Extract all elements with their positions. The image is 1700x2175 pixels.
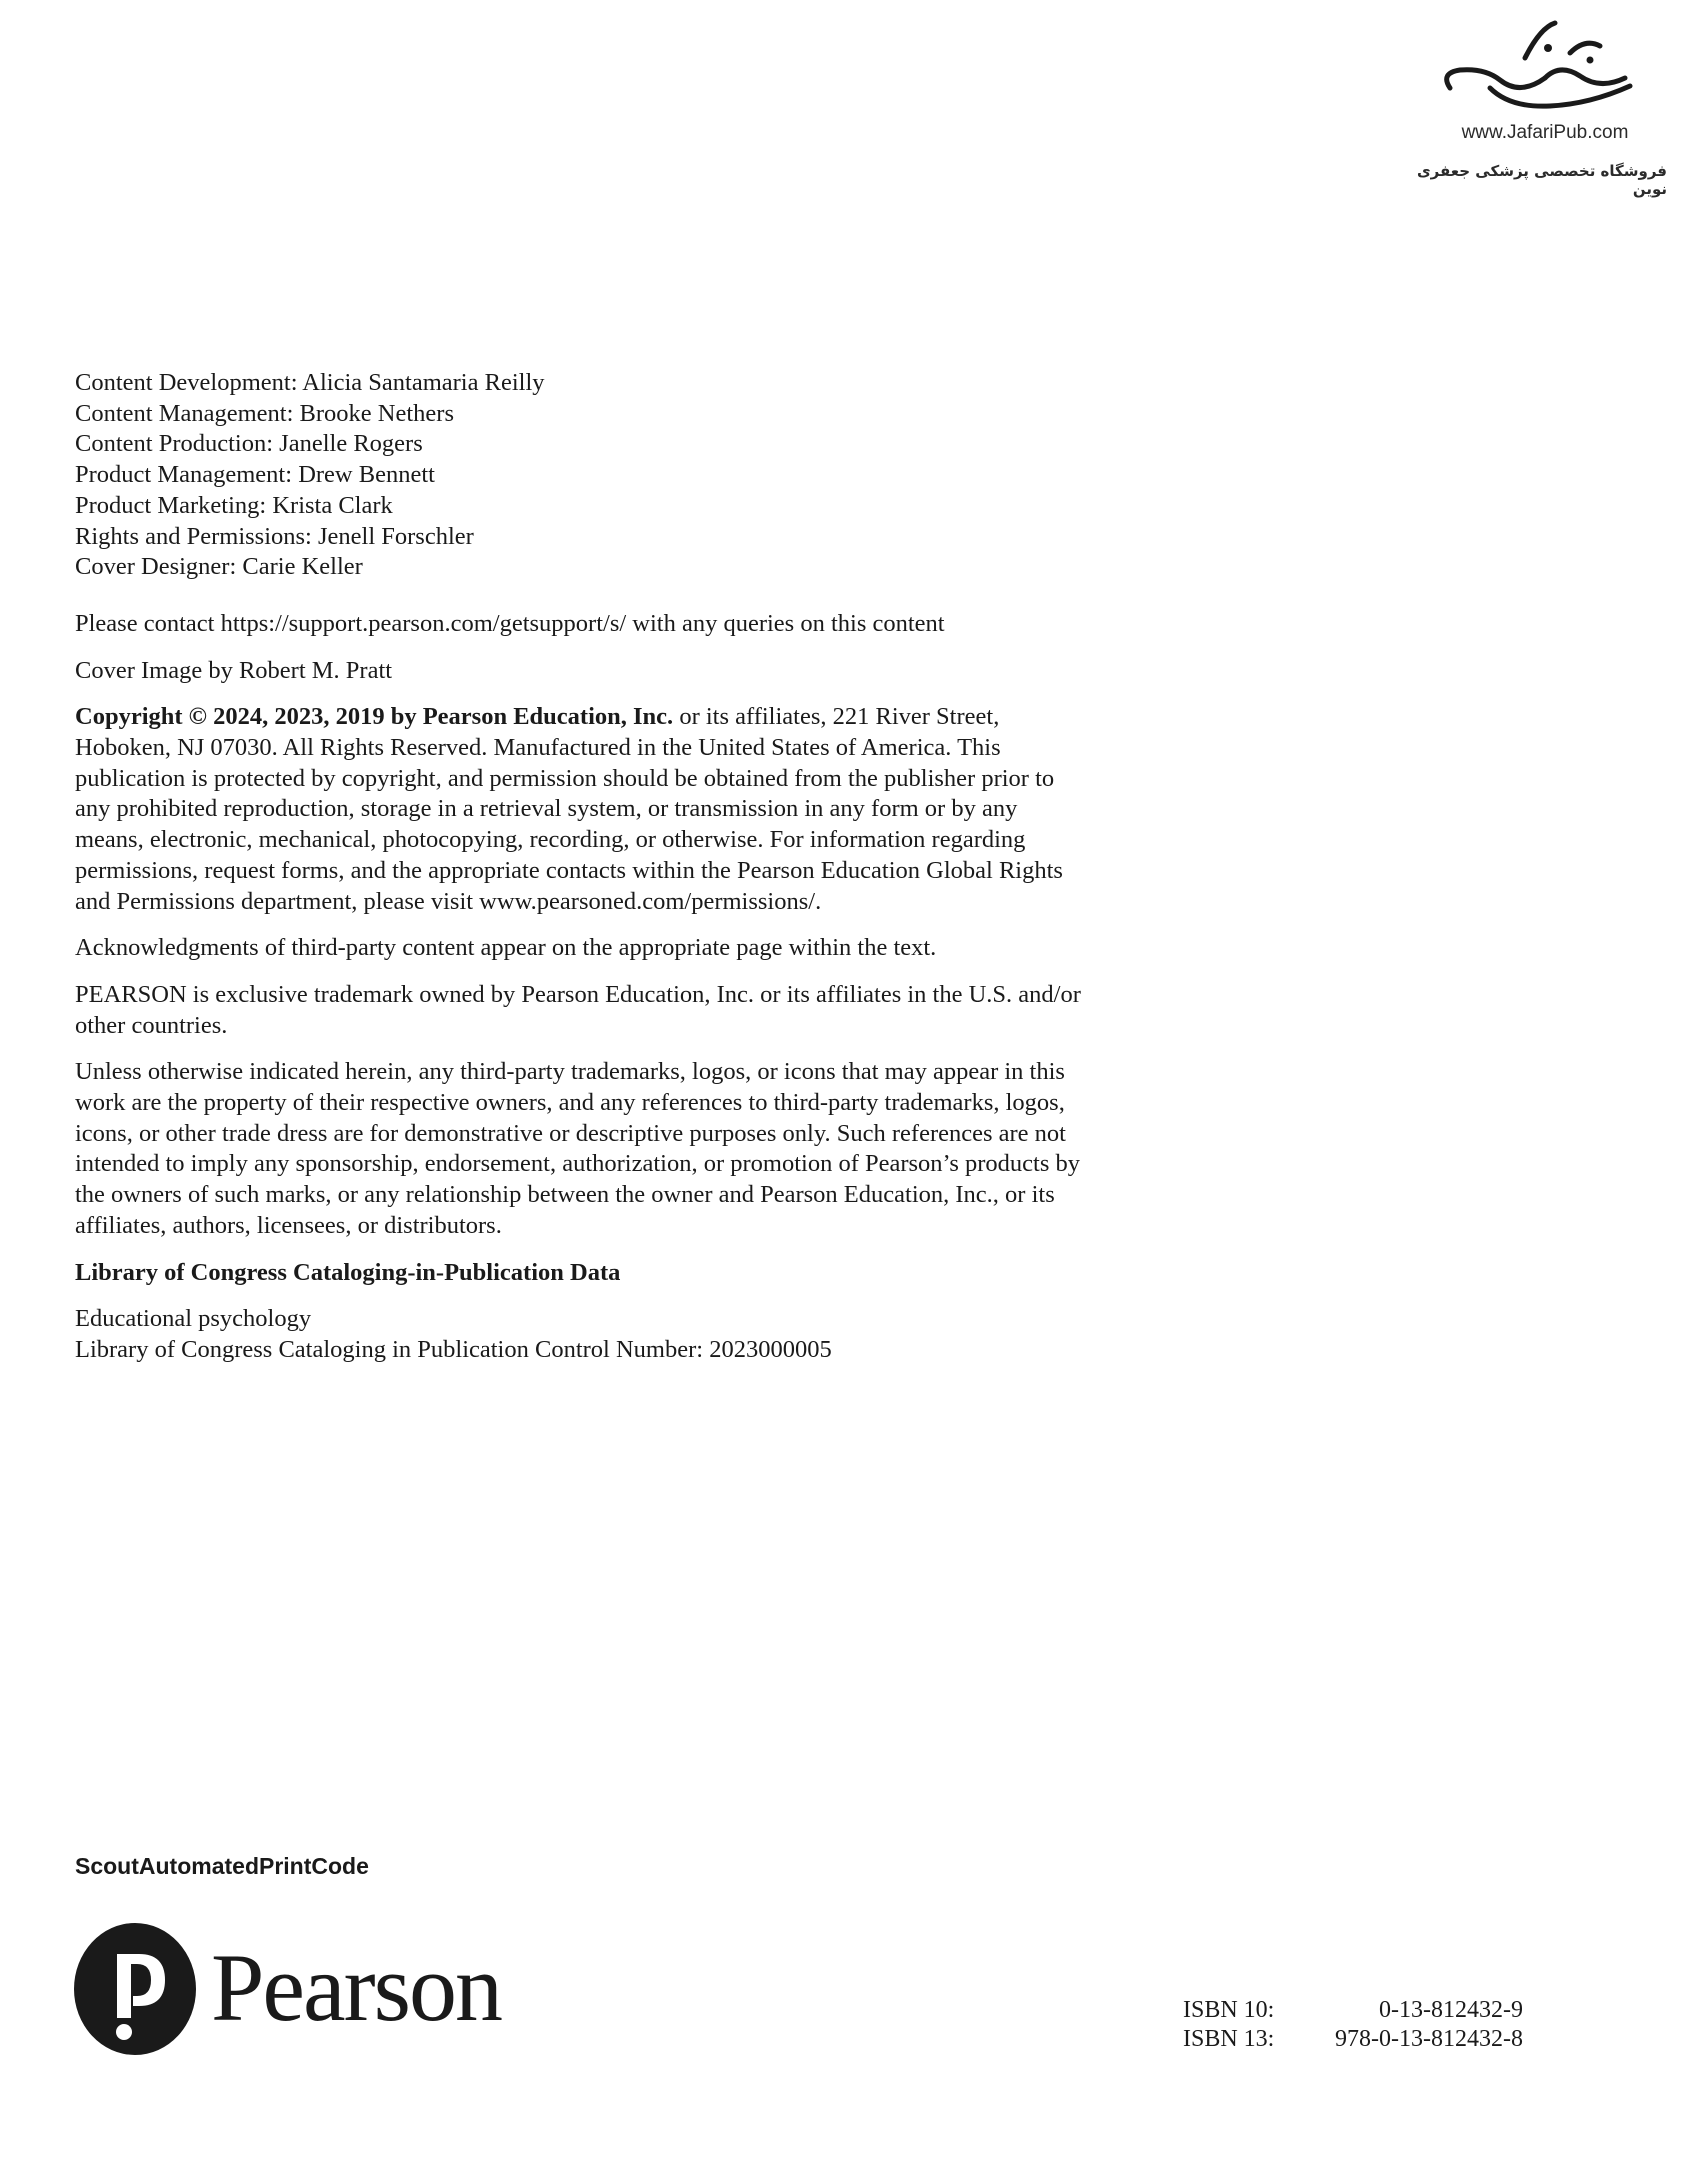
publisher-calligraphy-icon bbox=[1430, 18, 1650, 118]
credit-line: Content Development: Alicia Santamaria Reilly bbox=[75, 369, 545, 396]
credit-line: Content Production: Janelle Rogers bbox=[75, 430, 423, 458]
credit-role: Rights and Permissions bbox=[75, 522, 306, 550]
publisher-url: www.JafariPub.com bbox=[1461, 122, 1629, 143]
credit-line: Product Marketing: Krista Clark bbox=[75, 491, 393, 519]
copyright-paragraph bbox=[75, 702, 1085, 917]
credit-name: Janelle Rogers bbox=[279, 430, 423, 458]
credits-list bbox=[75, 368, 1085, 583]
isbn-row bbox=[1183, 1996, 1523, 2025]
isbn-block bbox=[1183, 1996, 1523, 2054]
credit-line: Product Management: Drew Bennett bbox=[75, 461, 435, 489]
isbn-label: ISBN 10: bbox=[1183, 1997, 1275, 2023]
copyright-details: or its affiliates, 221 River Street, Hoboken, NJ 07030. All Rights Reserved. Manufactured in the United States of America. This publication is protected by copyright, and permission should be obtained from the publisher prior to any prohibited reproduction, storage in a retrieval system, or transmission in any form or by any means, electronic, mechanical, photocopying, recording, or otherwise. For information regarding permissions, request forms, and the appropriate contacts within the Pearson Education Global Rights and Permissions department, please visit www.pearsoned.com/permissions/. bbox=[75, 703, 1063, 915]
print-code: ScoutAutomatedPrintCode bbox=[75, 1853, 369, 1879]
contact-paragraph: Please contact https://support.pearson.com/getsupport/s/ with any queries on this content bbox=[75, 609, 945, 637]
credit-line: Cover Designer: Carie Keller bbox=[75, 553, 363, 581]
isbn-value: 0-13-812432-9 bbox=[1379, 1997, 1523, 2023]
credit-line: Rights and Permissions: Jenell Forschler bbox=[75, 522, 474, 550]
isbn-label: ISBN 13: bbox=[1183, 2026, 1275, 2052]
cover-image-credit: Cover Image by Robert M. Pratt bbox=[75, 656, 393, 684]
pearson-logo bbox=[73, 1922, 523, 2062]
pearson-wordmark: Pearson bbox=[211, 1934, 501, 2041]
credit-role: Content Production bbox=[75, 430, 267, 458]
third-party-paragraph: Unless otherwise indicated herein, any third-party trademarks, logos, or icons that may appear in this work are the property of their respective owners, and any references to third-party trademarks, logos, icons, or other trade dress are for demonstrative or descriptive purposes only. Such references are not intended to imply any sponsorship, endorsement, authorization, or promotion of Pearson’s products by the owners of such marks, or any relationship between the owner and Pearson Education, Inc., or its affiliates, authors, licensees, or distributors. bbox=[75, 1058, 1081, 1239]
credit-name: Jenell Forschler bbox=[317, 522, 474, 550]
credit-role: Product Marketing bbox=[75, 491, 260, 519]
trademark-paragraph: PEARSON is exclusive trademark owned by Pearson Education, Inc. or its affiliates in the U.S. and/or other countries. bbox=[75, 980, 1081, 1039]
credit-role: Content Management bbox=[75, 399, 287, 427]
publisher-logo bbox=[1405, 18, 1675, 198]
copyright-page-body bbox=[75, 368, 1085, 1382]
cip-subject: Educational psychology bbox=[75, 1305, 312, 1333]
publisher-tagline: فروشگاه تخصصی پزشکی جعفری نوین bbox=[1416, 162, 1667, 198]
credit-line: Content Management: Brooke Nethers bbox=[75, 399, 454, 427]
acknowledgments-paragraph: Acknowledgments of third-party content appear on the appropriate page within the text. bbox=[75, 934, 937, 962]
credit-name: Brooke Nethers bbox=[299, 399, 454, 427]
cip-control-number: Library of Congress Cataloging in Publication Control Number: 2023000005 bbox=[75, 1335, 832, 1363]
isbn-row bbox=[1183, 2025, 1523, 2054]
credit-role: Content Development bbox=[75, 369, 291, 396]
credit-role: Cover Designer bbox=[75, 553, 230, 581]
cip-data bbox=[75, 1304, 1085, 1365]
pearson-p-mark-icon bbox=[73, 1922, 198, 2057]
isbn-value: 978-0-13-812432-8 bbox=[1335, 2026, 1523, 2052]
credit-name: Carie Keller bbox=[242, 553, 363, 581]
copyright-statement: Copyright © 2024, 2023, 2019 by Pearson Education, Inc. bbox=[75, 703, 674, 731]
credit-role: Product Management bbox=[75, 461, 286, 489]
credit-name: Alicia Santamaria Reilly bbox=[302, 369, 545, 396]
credit-name: Drew Bennett bbox=[298, 461, 435, 489]
cip-heading: Library of Congress Cataloging-in-Publication Data bbox=[75, 1258, 621, 1286]
credit-name: Krista Clark bbox=[272, 491, 393, 519]
